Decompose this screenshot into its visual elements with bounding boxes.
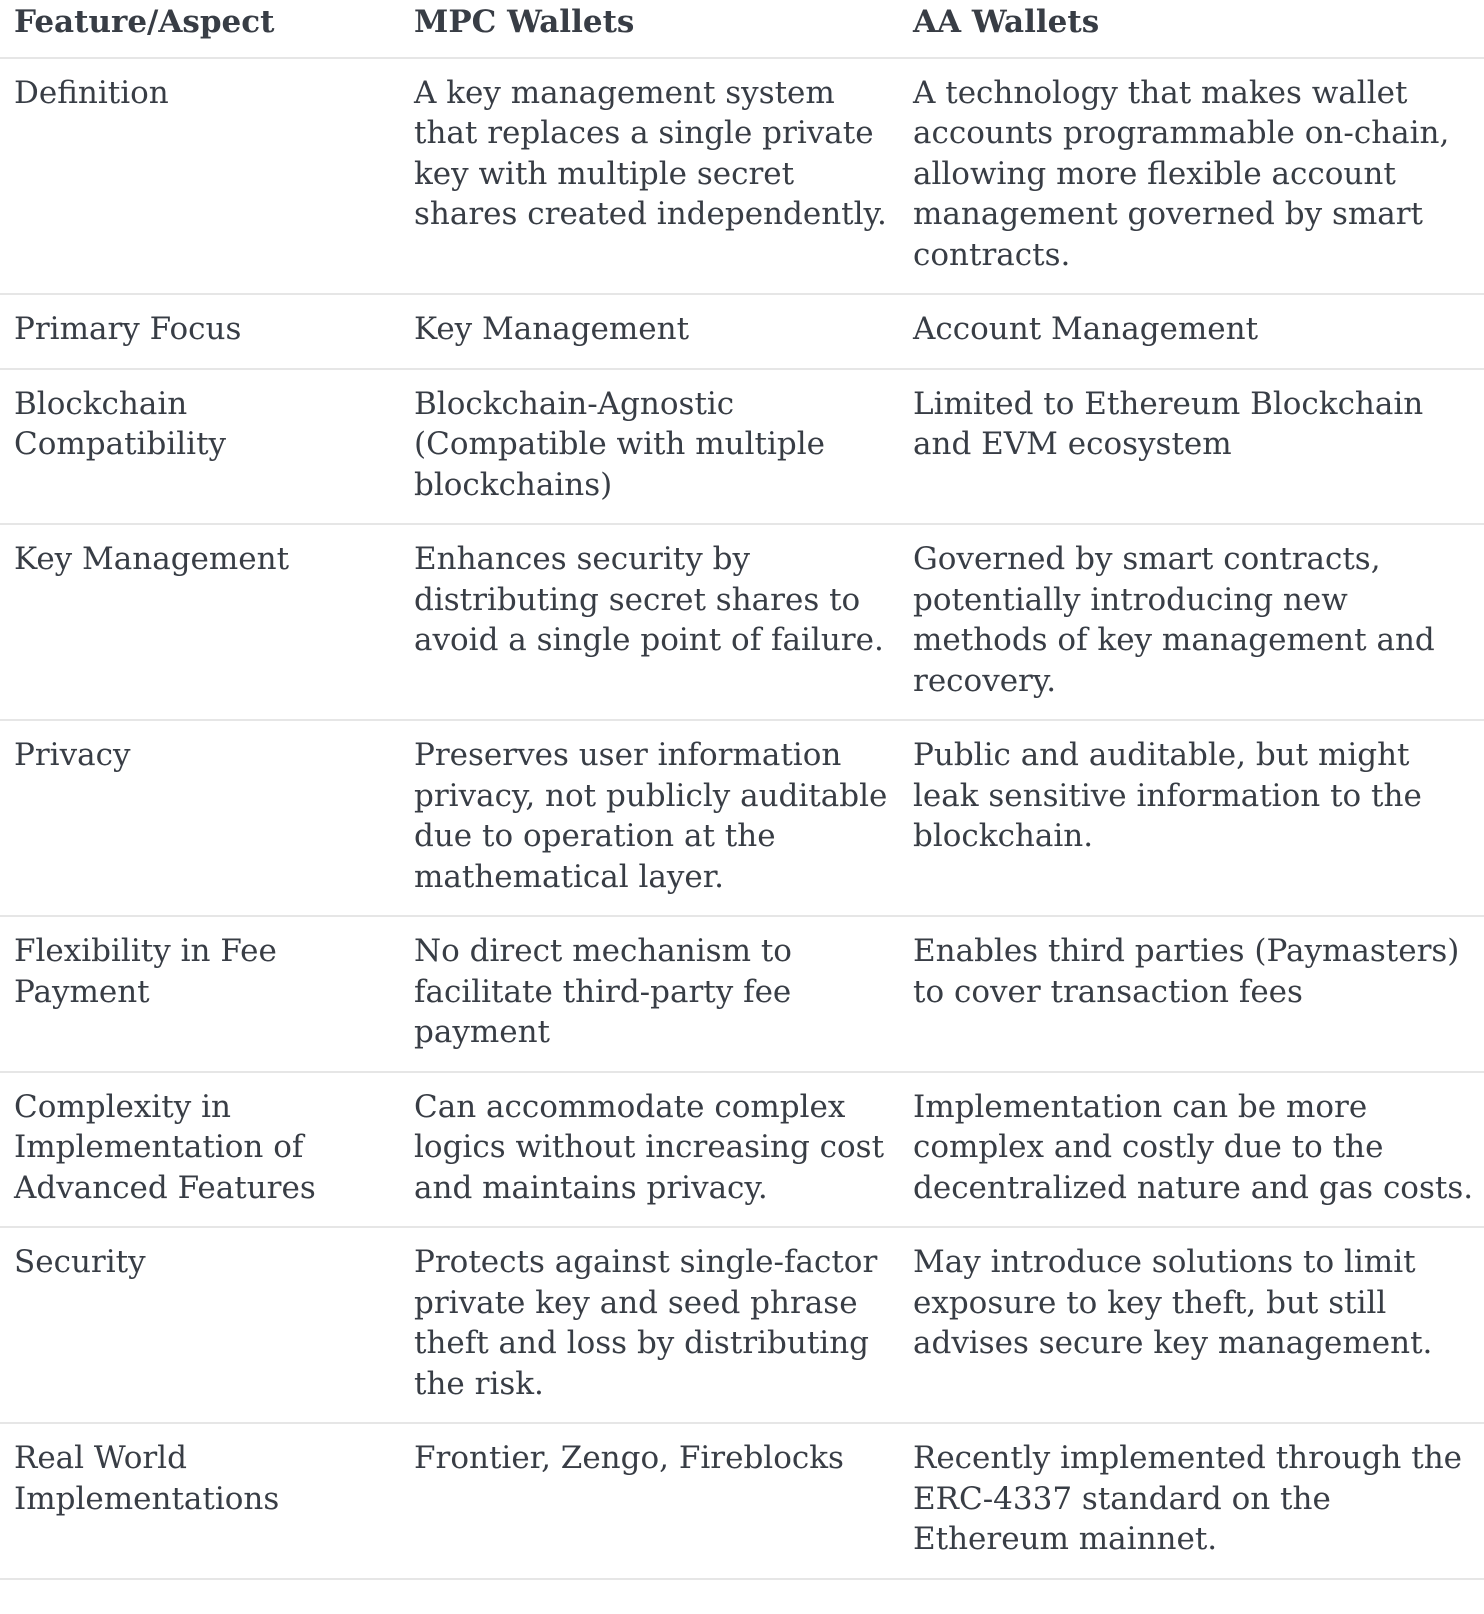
mpc-cell: No direct mechanism to facilitate third-party fee payment <box>414 933 792 1050</box>
mpc-cell: Key Management <box>414 311 690 347</box>
mpc-cell: Enhances security by distributing secret shares to avoid a single point of failure. <box>414 541 884 658</box>
mpc-cell: Protects against single-factor private key and seed phrase theft and loss by distributing the risk. <box>414 1244 878 1402</box>
aa-cell: Account Management <box>913 311 1259 347</box>
mpc-cell: Frontier, Zengo, Fireblocks <box>414 1440 844 1476</box>
mpc-cell: Blockchain-Agnostic (Compatible with multiple blockchains) <box>414 385 826 503</box>
aa-cell: Enables third parties (Paymasters) to cover transaction fees <box>913 933 1460 1010</box>
table-row <box>0 1227 1484 1423</box>
table-row <box>0 1072 1484 1228</box>
feature-cell: Primary Focus <box>14 311 242 347</box>
table-row <box>0 916 1484 1072</box>
aa-cell: Implementation can be more complex and costly due to the decentralized nature and gas costs. <box>913 1088 1474 1206</box>
feature-cell: Privacy <box>14 737 131 773</box>
mpc-cell: A key management system that replaces a single private key with multiple secret shares created independently. <box>414 74 887 232</box>
table-row <box>0 720 1484 916</box>
aa-cell: May introduce solutions to limit exposure to key theft, but still advises secure key management. <box>913 1244 1433 1361</box>
aa-cell: Limited to Ethereum Blockchain and EVM ecosystem <box>913 385 1424 462</box>
mpc-cell: Can accommodate complex logics without increasing cost and maintains privacy. <box>414 1088 885 1206</box>
table-row <box>0 524 1484 720</box>
aa-cell: Governed by smart contracts, potentially introducing new methods of key management and recovery. <box>913 541 1435 699</box>
feature-cell: Blockchain Compatibility <box>14 385 227 462</box>
header-mpc: MPC Wallets <box>414 4 635 40</box>
header-feature: Feature/Aspect <box>14 4 275 40</box>
feature-cell: Definition <box>14 74 169 111</box>
aa-cell: A technology that makes wallet accounts programmable on-chain, allowing more flexible account management governed by smart contracts. <box>913 74 1450 273</box>
aa-cell: Public and auditable, but might leak sensitive information to the blockchain. <box>913 737 1422 854</box>
feature-cell: Complexity in Implementation of Advanced Features <box>14 1088 316 1206</box>
feature-cell: Flexibility in Fee Payment <box>14 933 277 1010</box>
mpc-cell: Preserves user information privacy, not publicly auditable due to operation at the mathematical layer. <box>414 737 888 895</box>
table-row <box>0 1423 1484 1579</box>
table-row <box>0 294 1484 369</box>
table-row <box>0 58 1484 295</box>
header-row <box>0 0 1484 58</box>
header-aa: AA Wallets <box>913 4 1100 40</box>
aa-cell: Recently implemented through the ERC-4337 standard on the Ethereum mainnet. <box>913 1440 1463 1557</box>
feature-cell: Real World Implementations <box>14 1440 280 1517</box>
feature-cell: Security <box>14 1244 146 1280</box>
feature-cell: Key Management <box>14 541 290 577</box>
table-row <box>0 369 1484 525</box>
